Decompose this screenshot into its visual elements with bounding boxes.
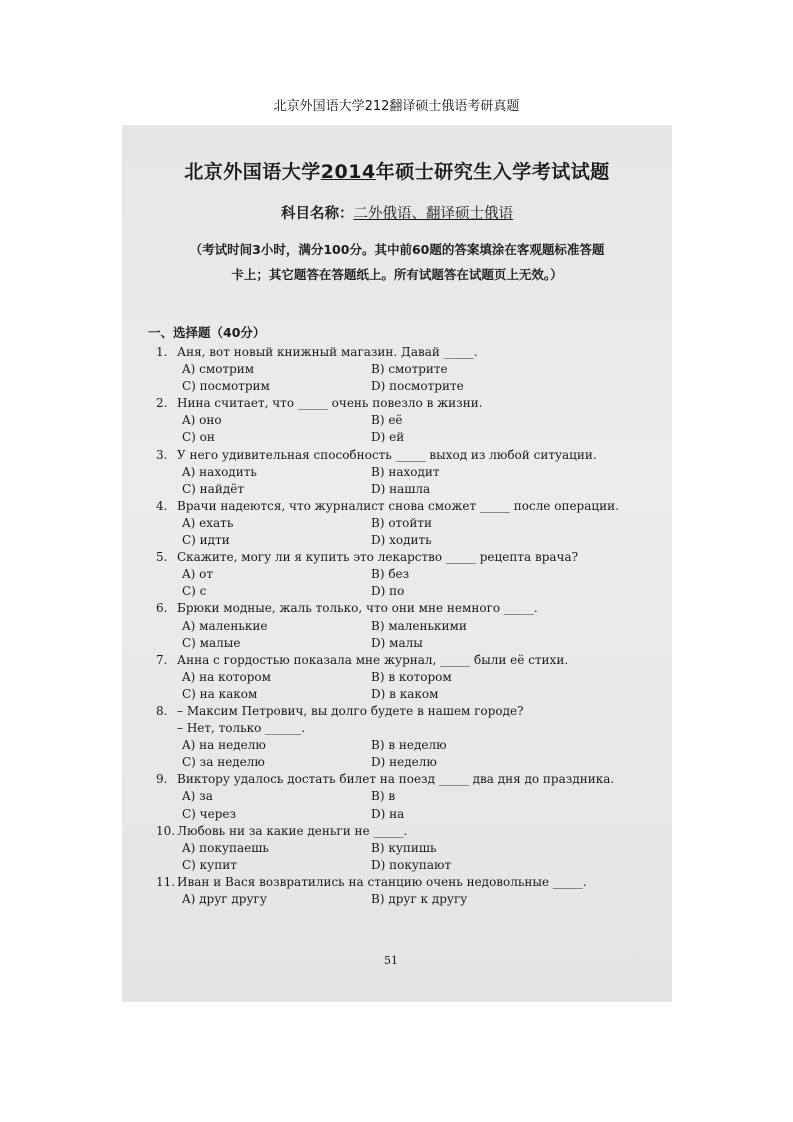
option-b: B) в котором bbox=[371, 669, 452, 684]
option-row bbox=[122, 429, 672, 446]
option-row bbox=[122, 583, 672, 600]
option-row bbox=[122, 754, 672, 771]
option-d: D) ходить bbox=[371, 533, 432, 548]
option-d: D) на bbox=[371, 806, 405, 821]
question-text: – Максим Петрович, вы долго будете в нашем городе? bbox=[177, 703, 524, 718]
option-row bbox=[122, 686, 672, 703]
option-a: A) на неделю bbox=[182, 738, 266, 753]
option-d: D) в каком bbox=[371, 686, 439, 701]
exam-note-line-2: 卡上；其它题答在答题纸上。所有试题答在试题页上无效。） bbox=[231, 267, 563, 282]
option-row bbox=[122, 361, 672, 378]
option-row bbox=[122, 737, 672, 754]
question-stem bbox=[122, 652, 672, 669]
scanned-exam-page bbox=[122, 125, 672, 1002]
option-b: B) без bbox=[371, 567, 410, 582]
option-c: C) за неделю bbox=[182, 755, 265, 770]
option-row bbox=[122, 891, 672, 908]
question-text: Виктору удалось достать билет на поезд _____ два дня до праздника. bbox=[177, 772, 615, 787]
question-text: Аня, вот новый книжный магазин. Давай _____. bbox=[177, 345, 478, 359]
option-d: D) по bbox=[371, 584, 405, 599]
question-stem bbox=[122, 771, 672, 788]
subject-label: 科目名称： bbox=[281, 206, 354, 222]
option-c: C) он bbox=[182, 430, 215, 445]
option-row bbox=[122, 618, 672, 635]
option-d: D) нашла bbox=[371, 481, 431, 496]
title-prefix: 北京外国语大学 bbox=[184, 161, 321, 183]
option-row bbox=[122, 840, 672, 857]
option-row bbox=[122, 532, 672, 549]
option-a: A) покупаешь bbox=[182, 840, 269, 855]
question-number: 1. bbox=[156, 345, 168, 359]
option-b: B) купишь bbox=[371, 840, 437, 855]
option-b: B) друг к другу bbox=[371, 892, 468, 906]
option-row bbox=[122, 788, 672, 805]
question-number: 4. bbox=[156, 498, 168, 513]
question-number: 7. bbox=[156, 652, 168, 667]
question-text: Брюки модные, жаль только, что они мне немного _____. bbox=[177, 601, 538, 616]
option-b: B) в неделю bbox=[371, 738, 447, 753]
exam-year: 2014 bbox=[320, 161, 376, 183]
question-text: Врачи надеются, что журналист снова сможет _____ после операции. bbox=[177, 498, 619, 513]
question-number: 11. bbox=[156, 874, 176, 889]
question-number: 10. bbox=[156, 823, 176, 838]
title-suffix: 年硕士研究生入学考试试题 bbox=[375, 161, 610, 183]
option-b: B) смотрите bbox=[371, 362, 448, 377]
option-a: A) от bbox=[182, 567, 214, 582]
option-row bbox=[122, 566, 672, 583]
option-row bbox=[122, 635, 672, 652]
question-text: Скажите, могу ли я купить это лекарство _____ рецепта врача? bbox=[177, 550, 579, 565]
option-row bbox=[122, 669, 672, 686]
option-c: C) на каком bbox=[182, 686, 258, 701]
option-row bbox=[122, 481, 672, 498]
option-row bbox=[122, 806, 672, 823]
option-b: B) находит bbox=[371, 464, 440, 479]
option-c: C) найдёт bbox=[182, 481, 244, 496]
option-c: C) через bbox=[182, 806, 237, 821]
question-stem bbox=[122, 344, 672, 361]
option-b: B) маленькими bbox=[371, 618, 467, 633]
question-text: Любовь ни за какие деньги не _____. bbox=[177, 823, 408, 838]
option-a: A) друг другу bbox=[182, 892, 267, 906]
option-a: A) смотрим bbox=[182, 362, 255, 377]
question-text: У него удивительная способность _____ выход из любой ситуации. bbox=[177, 447, 597, 462]
option-c: C) идти bbox=[182, 533, 230, 548]
option-a: A) на котором bbox=[182, 669, 271, 684]
question-text: Иван и Вася возвратились на станцию очень недовольные _____. bbox=[177, 874, 587, 889]
subject-line bbox=[122, 202, 672, 223]
question-number: 2. bbox=[156, 396, 168, 411]
question-text: Анна с гордостью показала мне журнал, _____ были её стихи. bbox=[177, 652, 569, 667]
option-c: C) малые bbox=[182, 635, 241, 650]
option-d: D) покупают bbox=[371, 857, 452, 872]
question-stem bbox=[122, 874, 672, 891]
question-stem bbox=[122, 703, 672, 720]
option-a: A) ехать bbox=[182, 515, 234, 530]
option-row bbox=[122, 857, 672, 874]
section-heading: 一、选择题（40分） bbox=[148, 325, 266, 340]
exam-title bbox=[122, 157, 672, 184]
option-d: D) малы bbox=[371, 635, 423, 650]
option-row bbox=[122, 464, 672, 481]
option-c: C) посмотрим bbox=[182, 379, 270, 394]
question-number: 3. bbox=[156, 447, 168, 462]
question-stem bbox=[122, 823, 672, 840]
subject-name: 二外俄语、翻译硕士俄语 bbox=[353, 206, 513, 222]
option-b: B) отойти bbox=[371, 515, 433, 530]
question-stem-continued bbox=[122, 720, 672, 737]
option-c: C) купит bbox=[182, 857, 237, 872]
option-row bbox=[122, 378, 672, 395]
question-number: 9. bbox=[156, 772, 168, 787]
option-b: B) в bbox=[371, 789, 396, 804]
option-d: D) неделю bbox=[371, 755, 437, 770]
option-d: D) посмотрите bbox=[371, 379, 464, 394]
option-a: A) оно bbox=[182, 413, 222, 428]
option-d: D) ей bbox=[371, 430, 405, 445]
question-stem bbox=[122, 447, 672, 464]
option-a: A) за bbox=[182, 789, 213, 804]
option-c: C) с bbox=[182, 584, 207, 599]
exam-note-line-1: （考试时间3小时，满分100分。其中前60题的答案填涂在客观题标准答题 bbox=[189, 242, 605, 257]
question-stem bbox=[122, 395, 672, 412]
question-number: 6. bbox=[156, 601, 168, 616]
question-text-continued: – Нет, только ______. bbox=[177, 721, 306, 736]
option-a: A) маленькие bbox=[182, 618, 268, 633]
question-list bbox=[122, 344, 672, 908]
question-stem bbox=[122, 498, 672, 515]
question-number: 8. bbox=[156, 703, 168, 718]
option-a: A) находить bbox=[182, 464, 257, 479]
question-text: Нина считает, что _____ очень повезло в жизни. bbox=[177, 396, 483, 411]
option-b: B) её bbox=[371, 413, 403, 428]
option-row bbox=[122, 412, 672, 429]
question-number: 5. bbox=[156, 550, 168, 565]
document-header: 北京外国语大学212翻译硕士俄语考研真题 bbox=[273, 99, 520, 114]
question-stem bbox=[122, 549, 672, 566]
page-number: 51 bbox=[384, 954, 398, 967]
question-stem bbox=[122, 600, 672, 617]
option-row bbox=[122, 515, 672, 532]
